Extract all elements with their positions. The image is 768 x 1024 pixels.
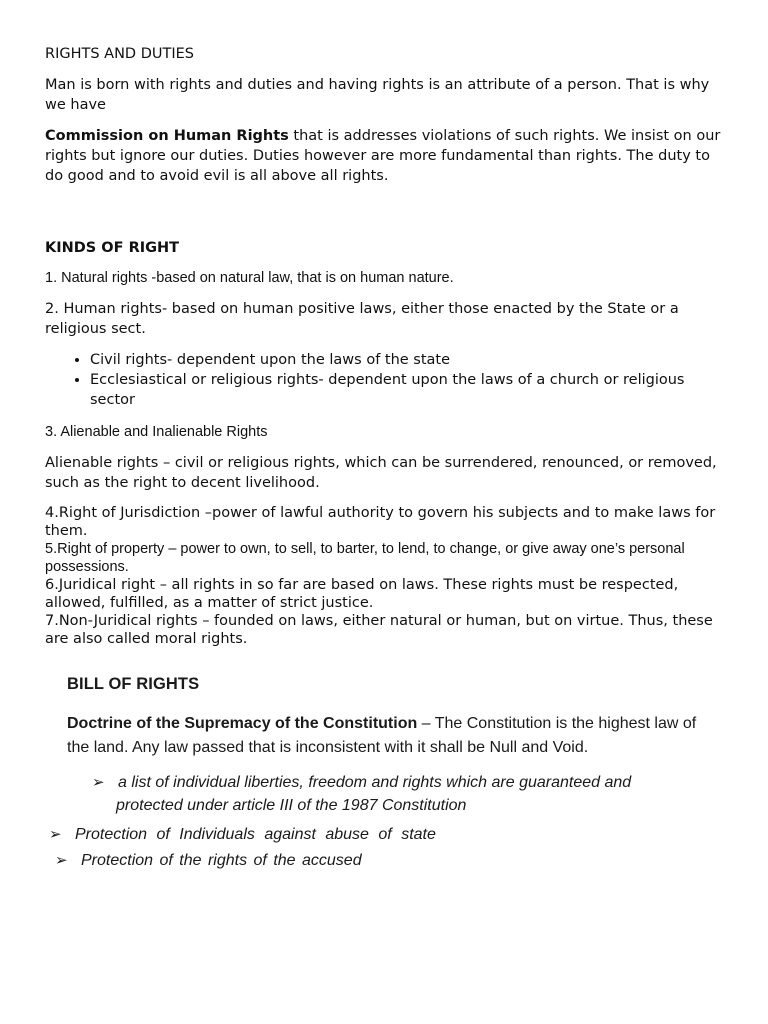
rights-list bbox=[45, 504, 725, 648]
human-rights-bullets bbox=[45, 350, 725, 410]
arrow-bullet-icon: ➢ bbox=[55, 852, 68, 869]
list-item: • Civil rights- dependent upon the laws of the state bbox=[90, 350, 725, 370]
doctrine-bold-text: Doctrine of the Supremacy of the Constitution bbox=[67, 715, 418, 732]
property-item: 5.Right of property – power to own, to sell, to barter, to lend, to change, or give away one’s personal possessions. bbox=[45, 541, 685, 575]
document-body bbox=[45, 44, 725, 660]
arrow-bullet-icon: ➢ bbox=[49, 826, 62, 843]
spacer bbox=[45, 197, 725, 238]
protection-accused-text: Protection of the rights of the accused bbox=[81, 852, 362, 869]
doctrine-paragraph bbox=[67, 712, 712, 760]
natural-rights-item: 1. Natural rights -based on natural law, that is on human nature. bbox=[45, 270, 454, 286]
list-item: • Ecclesiastical or religious rights- dependent upon the laws of a church or religious sector bbox=[90, 370, 725, 410]
commission-rest-text: that is addresses violations of such rights. We insist on our rights but ignore our duties. Duties however are more fundamental than rights. The duty to do good and to avoid evil is all above all rights. bbox=[45, 128, 721, 184]
liberties-list-item bbox=[92, 771, 708, 817]
commission-bold-text: Commission on Human Rights bbox=[45, 128, 289, 144]
intro-paragraph: Man is born with rights and duties and having rights is an attribute of a person. That is why we have bbox=[45, 77, 710, 113]
kinds-heading: KINDS OF RIGHT bbox=[45, 240, 180, 256]
protection-individuals-item bbox=[49, 823, 436, 846]
non-juridical-item: 7.Non-Juridical rights – founded on laws, either natural or human, but on virtue. Thus, these are also called moral rights. bbox=[45, 613, 713, 647]
alienable-paragraph: Alienable rights – civil or religious rights, which can be surrendered, renounced, or removed, such as the right to decent livelihood. bbox=[45, 455, 717, 491]
document-title: RIGHTS AND DUTIES bbox=[45, 46, 194, 62]
liberties-line-2: protected under article III of the 1987 Constitution bbox=[116, 797, 467, 814]
protection-individuals-text: Protection of Individuals against abuse of state bbox=[75, 826, 436, 843]
commission-paragraph bbox=[45, 126, 725, 186]
alienable-heading-item: 3. Alienable and Inalienable Rights bbox=[45, 424, 268, 440]
liberties-line-1: a list of individual liberties, freedom and rights which are guaranteed and bbox=[118, 774, 632, 791]
arrow-bullet-icon: ➢ bbox=[92, 774, 105, 791]
juridical-item: 6.Juridical right – all rights in so far are based on laws. These rights must be respected, allowed, fulfilled, as a matter of strict justice. bbox=[45, 577, 679, 611]
jurisdiction-item: 4.Right of Jurisdiction –power of lawful authority to govern his subjects and to make laws for them. bbox=[45, 505, 716, 539]
protection-accused-item bbox=[55, 849, 362, 872]
doctrine-rest-text: – The Constitution is the highest law of the land. Any law passed that is inconsistent with it shall be Null and Void. bbox=[67, 715, 697, 756]
bill-of-rights-title: BILL OF RIGHTS bbox=[67, 675, 200, 693]
human-rights-item: 2. Human rights- based on human positive laws, either those enacted by the State or a religious sect. bbox=[45, 301, 679, 337]
